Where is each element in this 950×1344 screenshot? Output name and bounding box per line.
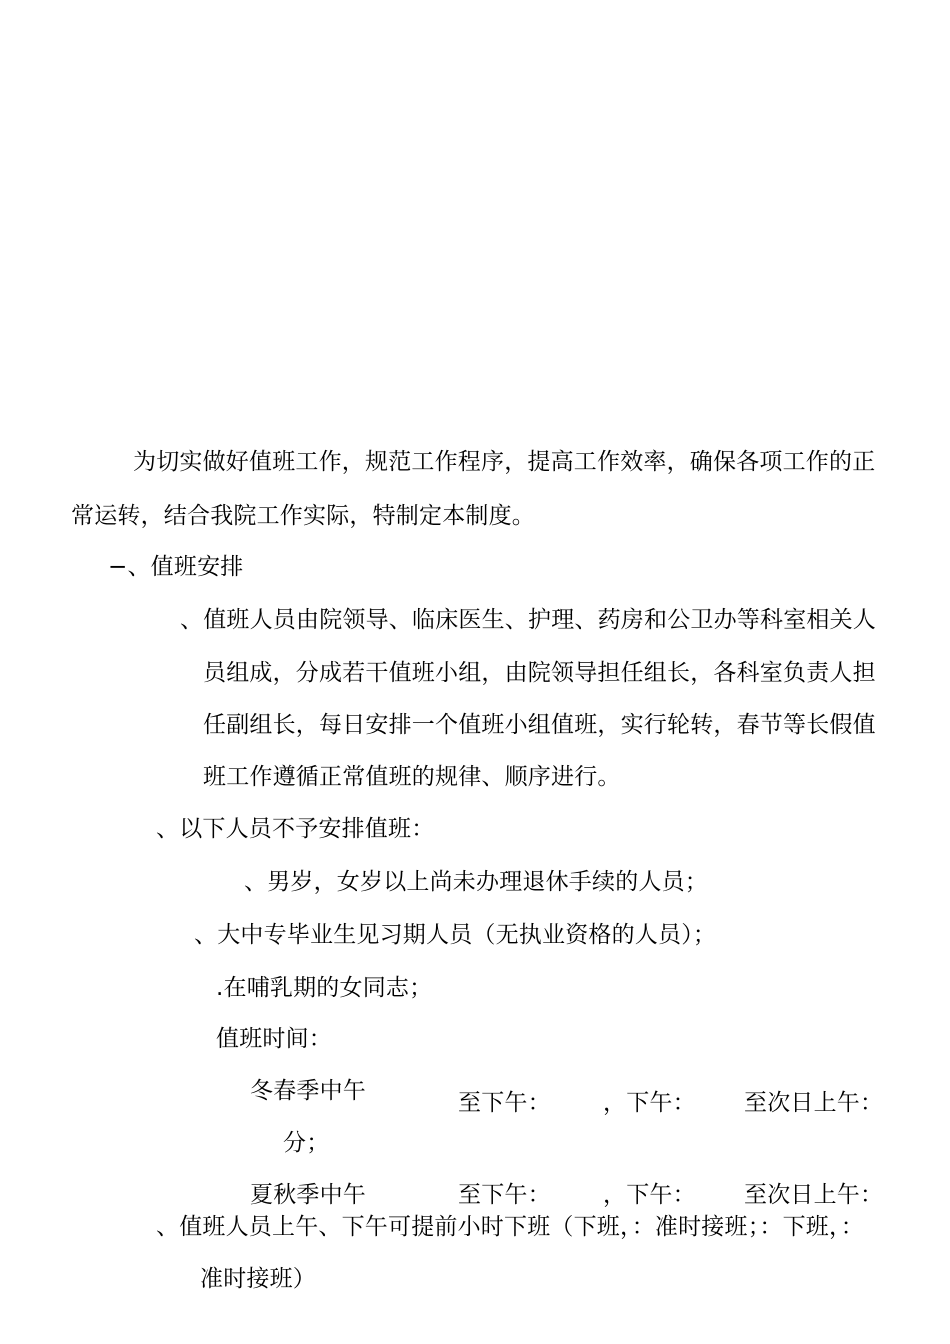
intro-line-2: 常运转，结合我院工作实际，特制定本制度。: [71, 503, 535, 529]
item1-line-3: 任副组长，每日安排一个值班小组值班，实行轮转，春节等长假值: [203, 712, 876, 738]
winter-minutes: 分；: [283, 1130, 330, 1156]
section-heading-schedule: −、值班安排: [108, 554, 244, 580]
item2-sub-3: .在哺乳期的女同志；: [216, 975, 433, 1001]
item3-line-2: 准时接班）: [200, 1266, 316, 1292]
item3-line-1: 、值班人员上午、下午可提前小时下班（下班，：准时接班；：下班，：: [156, 1214, 864, 1240]
intro-line-1: 为切实做好值班工作，规范工作程序，提高工作效率，确保各项工作的正: [133, 449, 876, 475]
item2-sub-2: 、大中专毕业生见习期人员（无执业资格的人员）；: [194, 922, 717, 948]
item1-line-1: 、值班人员由院领导、临床医生、护理、药房和公卫办等科室相关人: [180, 607, 876, 633]
winter-label: 冬春季中午: [250, 1078, 366, 1104]
item1-line-2: 员组成，分成若干值班小组，由院领导担任组长，各科室负责人担: [203, 660, 876, 686]
summer-label: 夏秋季中午: [250, 1182, 366, 1208]
winter-afternoon: ，下午：: [603, 1090, 696, 1116]
winter-to-afternoon: 至下午：: [458, 1090, 551, 1116]
item1-line-4: 班工作遵循正常值班的规律、顺序进行。: [203, 764, 621, 790]
winter-to-next-morning: 至次日上午：: [744, 1090, 884, 1116]
item2-heading: 、以下人员不予安排值班：: [156, 816, 435, 842]
summer-afternoon: ，下午：: [603, 1182, 696, 1208]
item2-sub-1: 、男岁，女岁以上尚未办理退休手续的人员；: [244, 869, 708, 895]
summer-to-next-morning: 至次日上午：: [744, 1182, 884, 1208]
summer-to-afternoon: 至下午：: [458, 1182, 551, 1208]
time-heading: 值班时间：: [216, 1026, 332, 1052]
